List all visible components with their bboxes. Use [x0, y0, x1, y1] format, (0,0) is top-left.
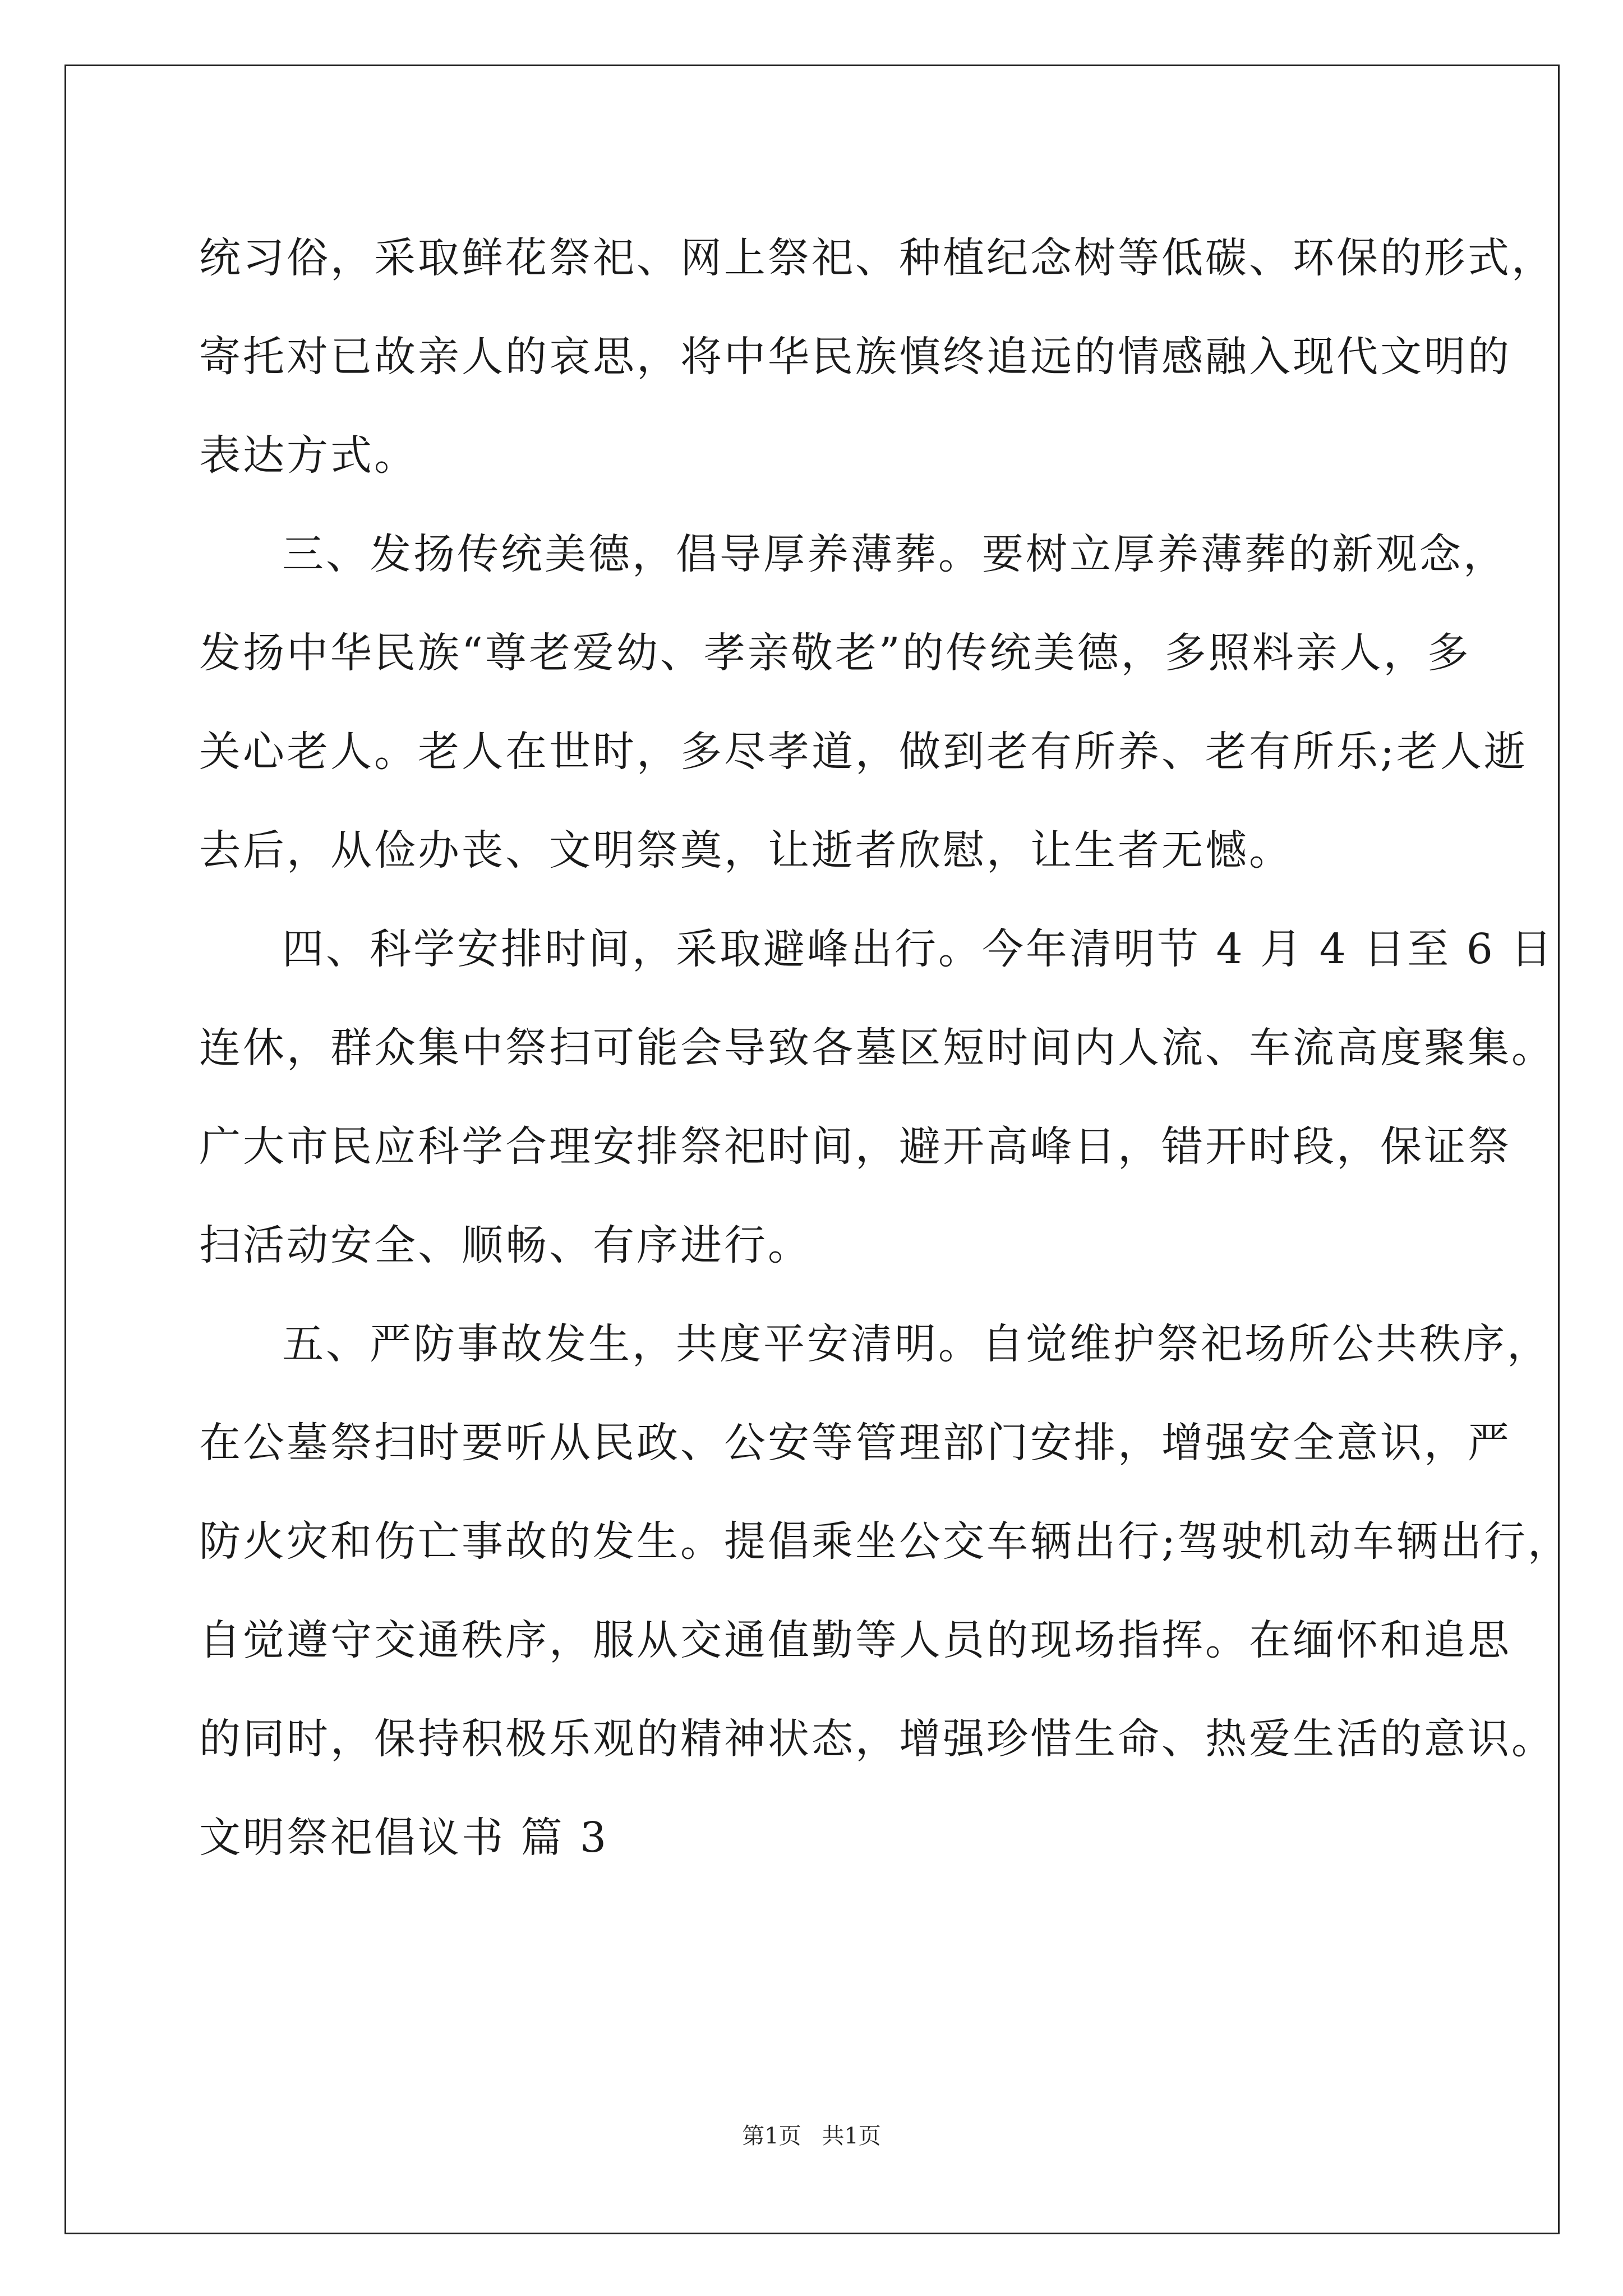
text-line: 发扬中华民族“尊老爱幼、孝亲敬老”的传统美德，多照料亲人，多	[199, 629, 1471, 677]
text-line: 表达方式。	[199, 431, 418, 480]
paragraph-start-line: 三、发扬传统美德，倡导厚养薄葬。要树立厚养薄葬的新观念，	[282, 530, 1507, 578]
page-number-current: 第1页	[742, 2123, 801, 2149]
text-line: 关心老人。老人在世时，多尽孝道，做到老有所养、老有所乐;老人逝	[199, 728, 1528, 776]
text-line: 扫活动安全、顺畅、有序进行。	[199, 1221, 811, 1269]
paragraph-start-line: 五、严防事故发生，共度平安清明。自觉维护祭祀场所公共秩序，	[282, 1320, 1551, 1368]
page-number-total: 共1页	[822, 2123, 881, 2149]
document-body	[199, 209, 1571, 1887]
page-footer	[0, 2122, 1623, 2150]
text-line: 寄托对已故亲人的哀思，将中华民族慎终追远的情感融入现代文明的	[199, 333, 1511, 381]
paragraph-start-line: 四、科学安排时间，采取避峰出行。今年清明节 4 月 4 日至 6 日	[282, 925, 1555, 973]
text-line: 在公墓祭扫时要听从民政、公安等管理部门安排，增强安全意识，严	[199, 1419, 1511, 1467]
text-line: 广大市民应科学合理安排祭祀时间，避开高峰日，错开时段，保证祭	[199, 1122, 1511, 1171]
section-heading: 文明祭祀倡议书 篇 3	[199, 1814, 609, 1862]
text-line: 连休，群众集中祭扫可能会导致各墓区短时间内人流、车流高度聚集。	[199, 1024, 1555, 1072]
text-line: 自觉遵守交通秩序，服从交通值勤等人员的现场指挥。在缅怀和追思	[199, 1616, 1511, 1664]
text-line: 统习俗，采取鲜花祭祀、网上祭祀、种植纪念树等低碳、环保的形式，	[199, 234, 1555, 282]
text-line: 防火灾和伤亡事故的发生。提倡乘坐公交车辆出行;驾驶机动车辆出行，	[199, 1517, 1571, 1566]
text-line: 去后，从俭办丧、文明祭奠，让逝者欣慰，让生者无憾。	[199, 826, 1293, 875]
text-line: 的同时，保持积极乐观的精神状态，增强珍惜生命、热爱生活的意识。	[199, 1715, 1555, 1763]
